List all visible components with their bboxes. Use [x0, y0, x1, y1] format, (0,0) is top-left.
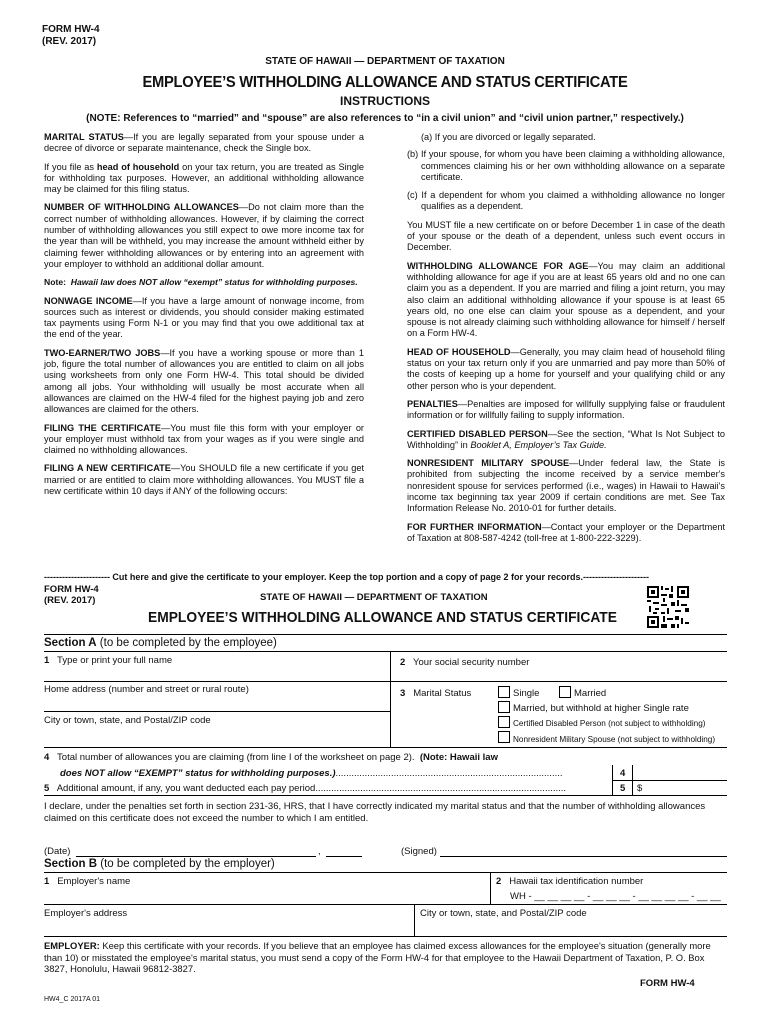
address-row-rule [44, 711, 390, 712]
page-title: EMPLOYEE’S WITHHOLDING ALLOWANCE AND STATUS CERTIFICATE [142, 74, 628, 91]
condition-b: (b) If your spouse, for whom you have been claiming a withholding allowance, commences claiming his or her own withholding allowance on a separate certificate. [407, 149, 725, 182]
signature-input[interactable] [440, 842, 727, 856]
line-4-label: 4 Total number of allowances you are claiming (from line I of the worksheet on page 2). (Note: Hawaii law [44, 752, 498, 763]
single-label: Single [513, 688, 540, 699]
instructions-left-column [44, 132, 364, 504]
city-state-zip-label: City or town, state, and Postal/ZIP code [44, 715, 211, 726]
certified-disabled-label: Certified Disabled Person (not subject to withholding) [513, 719, 706, 728]
section-a-top-rule [44, 634, 727, 635]
employer-city-input[interactable] [420, 920, 726, 934]
instructions-heading: INSTRUCTIONS [340, 94, 430, 108]
instructions-right-column [407, 132, 725, 551]
date-comma: , [318, 846, 321, 857]
city-state-zip-input[interactable] [44, 727, 384, 743]
employer-address-divider [414, 904, 415, 936]
employer-instructions: EMPLOYER: Keep this certificate with your records. If you believe that an employee has claimed excess allowances for the employee's situation (generally more than 10) or misstated the employee's marital status, you must send a copy of the Form HW-4 for that employee to the Hawaii Department of Taxation, P. O. Box 3827, Honolulu, Hawaii 96812-3827. [44, 940, 711, 974]
qr-code-icon [646, 585, 690, 629]
status-row-rule [44, 747, 727, 748]
nonwage-income-paragraph: NONWAGE INCOME—If you have a large amount of nonwage income, from sources such as interest or dividends, you should consider making estimated tax payments using Form N-1 or you may find that you owe additional tax at the end of the year. [44, 295, 365, 340]
line-5-box-number: 5 [620, 783, 626, 794]
terminology-note: (NOTE: References to “married” and “spouse” are also references to “in a civil union” and “civil union partner,” respectively.) [86, 113, 684, 124]
head-of-household-right-paragraph: HEAD OF HOUSEHOLD—Generally, you may claim head of household filing status on your tax return only if you are unmarried and pay more than 50% of the costs of keeping up a home for yourself and your qualifying child or any other person who is your dependent. [407, 346, 725, 391]
date-label: (Date) [44, 846, 71, 857]
footer-form-code: HW4_C 2017A 01 [44, 996, 101, 1003]
section-a-heading-rule [44, 651, 727, 652]
section-b-heading-rule [44, 872, 727, 873]
certified-disabled-checkbox[interactable] [498, 716, 510, 728]
age-allowance-paragraph: WITHHOLDING ALLOWANCE FOR AGE—You may claim an additional withholding allowance for age if you are at least 65 years old and no one can claim you as a dependent. If you are married and filing a joint return, you may also claim an additional withholding allowance if your spouse is at least 65 years old, no one else can claim your spouse as a dependent, and your spouse is not already claiming such withholding allowance for himself / herself on a Form HW-4. [407, 260, 725, 339]
employer-name-rule [44, 904, 727, 905]
married-checkbox[interactable] [559, 686, 571, 698]
name-row-rule [44, 681, 727, 682]
head-of-household-paragraph: If you file as head of household on your tax return, you are treated as Single for withholding tax purposes. However, an additional withholding allowance may be claimed for this filing status. [44, 161, 365, 195]
footer-form-id: FORM HW-4 [640, 978, 695, 989]
condition-c: (c) If a dependent for whom you claimed a withholding allowance no longer qualifies as a dependent. [407, 190, 725, 212]
married-single-rate-label: Married, but withhold at higher Single rate [513, 703, 689, 714]
employer-address-label: Employer's address [44, 908, 128, 919]
section-a-heading: Section A (to be completed by the employee) [44, 637, 277, 649]
certificate-revision: (REV. 2017) [44, 595, 96, 606]
condition-a: (a) If you are divorced or legally separated. [421, 132, 596, 142]
form-revision: (REV. 2017) [42, 36, 97, 47]
number-of-allowances-paragraph: NUMBER OF WITHHOLDING ALLOWANCES—Do not claim more than the correct number of withholding allowances. However, if by claiming the correct number of withholding allowances you still expect to owe more income tax for the year than will be withheld, you may increase the amount withheld either by claiming fewer withholding allowances or by entering into an agreement with your employer to withhold an additional dollar amount. [44, 202, 364, 269]
december-deadline-paragraph: You MUST file a new certificate on or before December 1 in case of the death of your spouse or the death of a dependent, unless such event occurs in December. [407, 219, 725, 253]
certificate-form-number: FORM HW-4 [44, 584, 99, 595]
employer-address-rule [44, 936, 727, 937]
signature-line [440, 856, 727, 857]
marital-status-label: 3 Marital Status [400, 688, 472, 699]
filing-certificate-paragraph: FILING THE CERTIFICATE—You must file this form with your employer or your employer must withhold tax from your wages as if you were single and claimed no withholding allowances. [44, 422, 364, 456]
marital-status-paragraph: MARITAL STATUS—If you are legally separated from your spouse under a decree of divorce or separate maintenance, check the Single box. [44, 132, 364, 154]
two-earner-paragraph: TWO-EARNER/TWO JOBS—If you have a working spouse or more than 1 job, figure the total number of allowances you are entitled to claim on all jobs using worksheets from only one Form HW-4. This total should be divided among all jobs. Your withholding will usually be most accurate when all allowances are claimed on the HW-4 filed for the highest paying job and zero allowances are claimed for the others. [44, 347, 364, 415]
address-status-divider [390, 681, 391, 747]
allowances-input[interactable] [634, 766, 726, 779]
single-checkbox[interactable] [498, 686, 510, 698]
home-address-input[interactable] [44, 696, 384, 710]
ssn-input[interactable] [520, 666, 720, 680]
line-4-continuation: does NOT allow “EXEMPT” status for withholding purposes.)...................................................................................... [60, 768, 563, 779]
name-ssn-divider [390, 651, 391, 681]
employer-city-label: City or town, state, and Postal/ZIP code [420, 908, 587, 919]
declaration-text: I declare, under the penalties set forth in section 231-36, HRS, that I have correctly indicated my marital status and that the number of withholding allowances claimed on this certificate does not exceed the number to which I am entitled. [44, 801, 706, 824]
line-4-box-number: 4 [620, 768, 626, 779]
home-address-label: Home address (number and street or rural route) [44, 684, 249, 695]
year-line [326, 856, 362, 857]
military-spouse-checkbox[interactable] [498, 731, 510, 743]
form-number: FORM HW-4 [42, 24, 100, 35]
employer-name-divider [490, 872, 491, 904]
further-information-paragraph: FOR FURTHER INFORMATION—Contact your employer or the Department of Taxation at 808-587-4242 (toll-free at 1-800-222-3229). [407, 521, 726, 543]
form-id-header [42, 24, 100, 48]
military-spouse-paragraph: NONRESIDENT MILITARY SPOUSE—Under federal law, the State is prohibited from subjecting the income received by a service member's nonresident spouse for services performed (i.e., wages) in Hawaii to Hawaii's income tax beginning tax year 2009 if certain conditions are met. See Tax Information Release No. 2010-01 for further details. [407, 458, 725, 514]
employer-name-input[interactable] [44, 888, 484, 902]
employer-name-label: 1 Employer's name [44, 876, 131, 887]
tax-id-label: 2 Hawaii tax identification number [496, 876, 644, 887]
certificate-department: STATE OF HAWAII — DEPARTMENT OF TAXATION [260, 592, 488, 603]
employer-address-input[interactable] [44, 920, 409, 934]
section-b-heading: Section B (to be completed by the employer) [44, 858, 275, 870]
line-5-label: 5 Additional amount, if any, you want deducted each pay period............................................................................................... [44, 783, 567, 794]
signed-label: (Signed) [401, 846, 437, 857]
line-5-rule [44, 795, 727, 796]
tax-id-input[interactable]: WH - __ __ __ __ - __ __ __ - __ __ __ __ - __ __ [510, 891, 721, 902]
department-heading: STATE OF HAWAII — DEPARTMENT OF TAXATION [265, 56, 505, 67]
date-input[interactable] [76, 842, 362, 856]
exempt-note: Note: Hawaii law does NOT allow “exempt” status for withholding purposes. [44, 277, 358, 288]
married-label: Married [574, 688, 607, 699]
full-name-input[interactable] [44, 666, 384, 682]
date-line [76, 856, 316, 857]
military-spouse-label: Nonresident Military Spouse (not subject to withholding) [513, 735, 716, 744]
full-name-label: 1 Type or print your full name [44, 655, 173, 666]
certified-disabled-paragraph: CERTIFIED DISABLED PERSON—See the section, “What Is Not Subject to Withholding” in Booklet A, Employer’s Tax Guide. [407, 428, 725, 450]
dollar-sign: $ [637, 783, 643, 794]
additional-amount-input[interactable] [646, 781, 726, 794]
penalties-paragraph: PENALTIES—Penalties are imposed for willfully supplying false or fraudulent information or for willfully failing to supply information. [407, 398, 725, 421]
married-single-rate-checkbox[interactable] [498, 701, 510, 713]
ssn-label: 2 Your social security number [400, 657, 530, 668]
certificate-title: EMPLOYEE’S WITHHOLDING ALLOWANCE AND STATUS CERTIFICATE [148, 609, 617, 626]
cut-line: ---------------------- Cut here and give the certificate to your employer. Keep the top portion and a copy of page 2 for your records.---------------------- [44, 572, 649, 582]
filing-new-certificate-paragraph: FILING A NEW CERTIFICATE—You SHOULD file a new certificate if you get married or are entitled to claim more withholding allowances. You MUST file a new certificate within 10 days if ANY of the following occurs: [44, 463, 364, 497]
certificate-form-id [44, 584, 99, 606]
